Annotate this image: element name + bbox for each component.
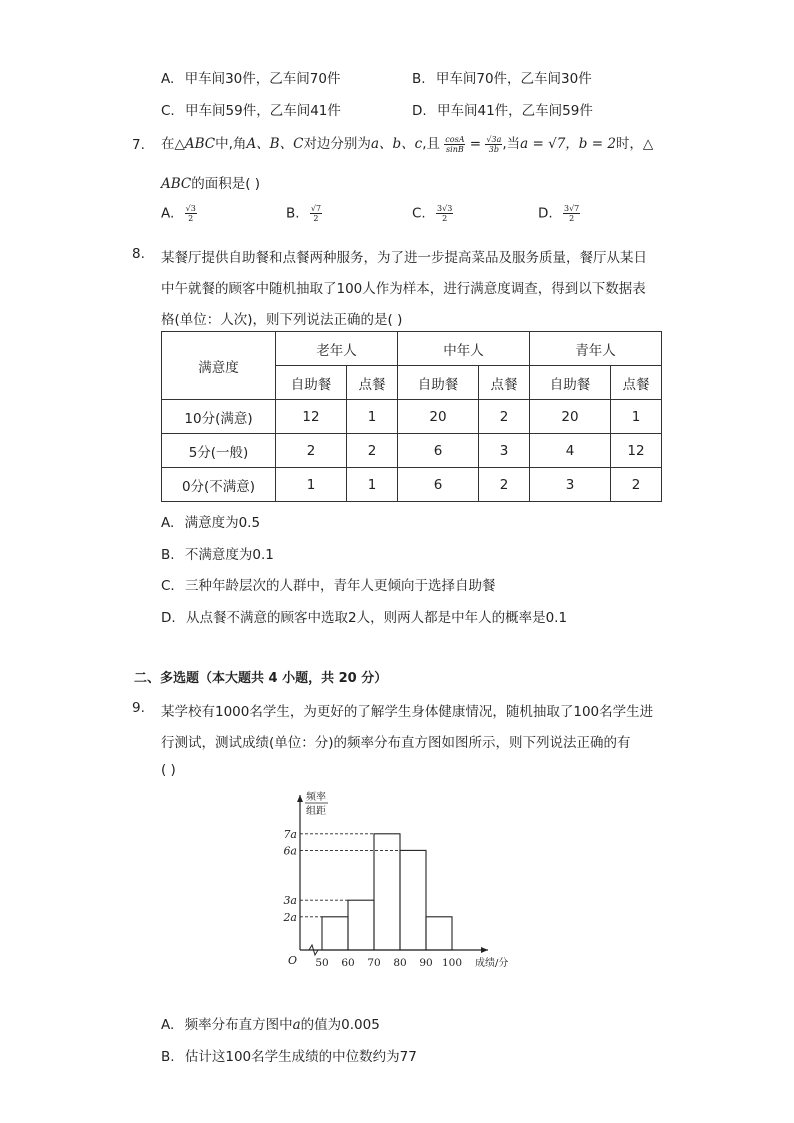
option-label: C.	[161, 578, 175, 594]
q7-eq: =	[469, 136, 482, 152]
q7-option-a	[161, 204, 197, 223]
option-label: D.	[538, 205, 553, 222]
frac-denominator: 3b	[488, 144, 499, 154]
option-var: a	[292, 1017, 301, 1033]
q9-stem-line1: 某学校有1000名学生，为更好的了解学生身体健康情况，随机抽取了100名学生进	[161, 704, 654, 720]
x-tick-label: 50	[315, 957, 329, 969]
row-label: 10分(满意)	[162, 400, 276, 434]
q7-option-b	[286, 204, 322, 223]
option-text	[185, 1017, 380, 1033]
q9-stem-line3: ( )	[161, 762, 176, 778]
x-tick-label: 90	[419, 957, 433, 969]
frequency-histogram	[270, 785, 530, 980]
option-label: B.	[161, 547, 175, 563]
x-tick-label: 80	[393, 957, 407, 969]
option-frac	[436, 204, 453, 223]
option-text-b: 的值为0.005	[300, 1017, 380, 1033]
frac-denominator: 2	[569, 214, 575, 223]
histogram-bar	[400, 850, 426, 950]
option-text-a: 频率分布直方图中	[184, 1017, 293, 1033]
q7-line2-text: 的面积是( )	[191, 176, 261, 192]
option-text: 从点餐不满意的顾客中选取2人，则两人都是中年人的概率是0.1	[185, 610, 568, 626]
table-cell: 3	[530, 468, 611, 502]
x-axis-arrow	[481, 947, 488, 953]
y-tick-label: 7a	[283, 827, 297, 841]
table-row	[162, 332, 662, 366]
option-label: D.	[161, 610, 176, 626]
q6-option-a	[161, 67, 340, 87]
table-row	[162, 434, 662, 468]
x-tick-label: 60	[341, 957, 355, 969]
x-tick-label: 100	[441, 957, 463, 969]
q7-option-d	[538, 204, 580, 223]
sub-header: 点餐	[347, 366, 398, 400]
q9-option-b	[161, 1045, 417, 1065]
group-header: 老年人	[276, 332, 398, 366]
sub-header: 点餐	[611, 366, 662, 400]
option-label: A.	[161, 71, 175, 87]
option-label: B.	[286, 205, 300, 222]
q9-option-a	[161, 1013, 380, 1033]
table-cell: 6	[398, 468, 479, 502]
option-label: A.	[161, 1017, 175, 1033]
q8-stem-line2: 中午就餐的顾客中随机抽取了100人作为样本，进行满意度调查，得到以下数据表	[161, 281, 646, 297]
table-cell: 2	[479, 400, 530, 434]
q8-option-b	[161, 543, 274, 563]
q8-stem-line1: 某餐厅提供自助餐和点餐两种服务，为了进一步提高菜品及服务质量，餐厅从某日	[161, 250, 647, 266]
histogram-bar	[322, 917, 348, 950]
sub-header: 自助餐	[398, 366, 479, 400]
q7-frac-left	[444, 135, 465, 154]
table-cell: 3	[479, 434, 530, 468]
table-cell: 1	[347, 400, 398, 434]
table-corner: 满意度	[162, 332, 276, 400]
satisfaction-table	[161, 331, 662, 502]
q8-option-d	[161, 606, 567, 626]
y-tick-label: 2a	[283, 910, 297, 924]
q7-option-c	[412, 204, 453, 223]
q7-abc: ABC	[184, 136, 216, 152]
table-cell: 2	[276, 434, 347, 468]
frac-numerator: 3√7	[563, 204, 580, 213]
table-cell: 1	[347, 468, 398, 502]
q9-number: 9.	[132, 700, 145, 716]
histogram-bar	[348, 900, 374, 950]
q7-text-b: 中,角	[215, 136, 247, 152]
group-header: 青年人	[530, 332, 662, 366]
row-label: 5分(一般)	[162, 434, 276, 468]
q7-text-f: 时，△	[615, 136, 654, 152]
frac-numerator: cosA	[445, 134, 465, 144]
option-frac	[563, 204, 580, 223]
table-cell: 1	[611, 400, 662, 434]
q7-text-a: 在△	[161, 136, 185, 152]
table-cell: 1	[276, 468, 347, 502]
q7-condition: a = √7，b = 2	[520, 136, 616, 152]
option-text: 满意度为0.5	[184, 515, 261, 531]
table-cell: 12	[611, 434, 662, 468]
frac-numerator: √7	[310, 204, 322, 213]
option-text: 三种年龄层次的人群中，青年人更倾向于选择自助餐	[185, 578, 496, 594]
table-cell: 12	[276, 400, 347, 434]
y-tick-label: 3a	[283, 894, 297, 908]
q7-sides: a、b、c	[370, 136, 423, 152]
option-label: D.	[412, 103, 427, 119]
option-label: A.	[161, 205, 175, 222]
group-header: 中年人	[398, 332, 530, 366]
q7-frac-right	[485, 135, 502, 154]
frac-denominator: 2	[188, 214, 194, 223]
option-frac	[310, 204, 322, 223]
q6-option-c	[161, 99, 341, 119]
table-cell: 2	[611, 468, 662, 502]
y-axis-arrow	[297, 795, 303, 802]
option-text: 甲车间59件，乙车间41件	[185, 103, 341, 119]
q7-text-e: ,当	[502, 136, 521, 152]
q6-option-d	[412, 99, 593, 119]
option-label: C.	[412, 205, 426, 222]
table-row	[162, 400, 662, 434]
table-cell: 6	[398, 434, 479, 468]
table-cell: 20	[398, 400, 479, 434]
sub-header: 自助餐	[276, 366, 347, 400]
frac-numerator: 3√3	[437, 204, 453, 213]
y-label-top: 频率	[306, 792, 326, 803]
x-tick-label: 70	[367, 957, 381, 969]
sub-header: 点餐	[479, 366, 530, 400]
q8-option-a	[161, 511, 260, 531]
row-label: 0分(不满意)	[162, 468, 276, 502]
histogram-bar	[426, 917, 452, 950]
option-text: 估计这100名学生成绩的中位数约为77	[184, 1049, 417, 1065]
option-label: B.	[412, 71, 426, 87]
origin-label: O	[288, 954, 298, 967]
frac-denominator: 2	[313, 214, 319, 223]
q7-number: 7.	[132, 137, 145, 153]
option-label: A.	[161, 515, 175, 531]
table-row	[162, 468, 662, 502]
option-label: C.	[161, 103, 175, 119]
frac-denominator: 2	[442, 214, 448, 223]
option-frac	[185, 204, 197, 223]
q7-stem-line2	[161, 172, 260, 192]
q7-text-d: ,且	[422, 136, 440, 152]
x-axis-label: 成绩/分	[475, 958, 509, 969]
q8-stem-line3: 格(单位：人次)，则下列说法正确的是( )	[161, 312, 403, 328]
q7-stem-line1	[161, 132, 653, 156]
option-text: 甲车间70件，乙车间30件	[435, 71, 592, 87]
sub-header: 自助餐	[530, 366, 611, 400]
q7-abc-2: ABC	[161, 176, 192, 192]
table-cell: 2	[479, 468, 530, 502]
q8-option-c	[161, 574, 496, 594]
q7-text-c: 对边分别为	[303, 136, 371, 152]
option-text: 甲车间30件，乙车间70件	[184, 71, 341, 87]
q8-number: 8.	[132, 246, 145, 262]
q9-stem-line2: 行测试，测试成绩(单位：分)的频率分布直方图如图所示，则下列说法正确的有	[161, 735, 631, 751]
y-label-bottom: 组距	[306, 806, 326, 817]
q7-angles: A、B、C	[246, 136, 304, 152]
option-label: B.	[161, 1049, 175, 1065]
table-cell: 2	[347, 434, 398, 468]
section-title: 二、多选题（本大题共 4 小题，共 20 分）	[134, 671, 388, 686]
table-cell: 4	[530, 434, 611, 468]
option-text: 甲车间41件，乙车间59件	[436, 103, 593, 119]
y-tick-label: 6a	[283, 844, 297, 858]
histogram-bar	[374, 834, 400, 950]
frac-denominator: sinB	[446, 144, 464, 154]
q6-option-b	[412, 67, 592, 87]
frac-numerator: √3a	[486, 134, 502, 144]
table-cell: 20	[530, 400, 611, 434]
option-text: 不满意度为0.1	[184, 547, 274, 563]
frac-numerator: √3	[185, 204, 196, 213]
